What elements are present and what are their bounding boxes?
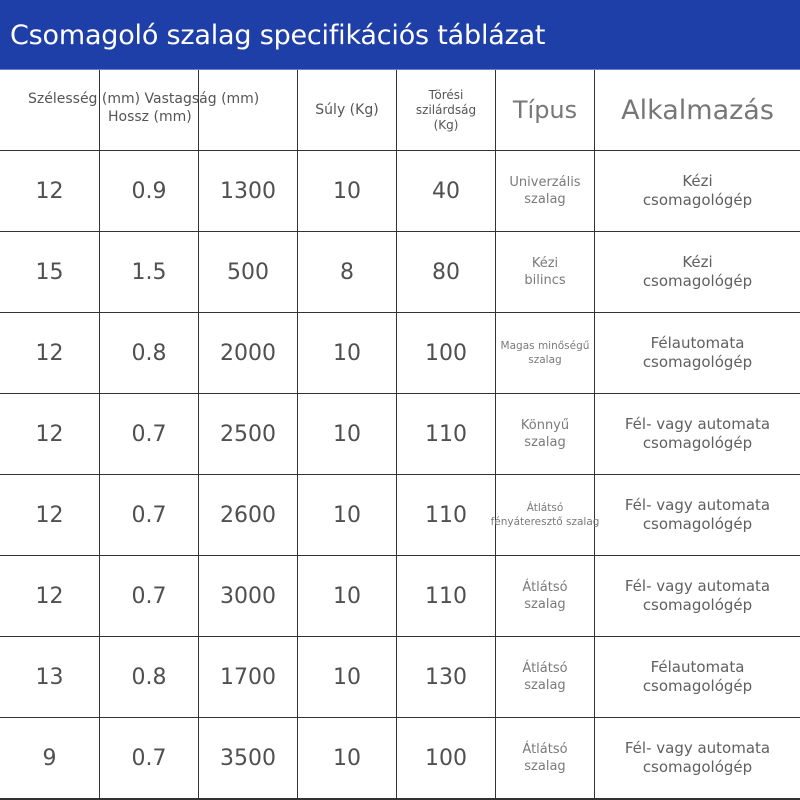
table-cell: [100, 394, 199, 475]
table-cell: [298, 151, 397, 232]
table-cell: [199, 637, 298, 718]
title-banner: [0, 0, 800, 70]
thickness-value: 1.5: [131, 259, 167, 285]
table-cell: [199, 556, 298, 637]
table-cell: [397, 475, 496, 556]
table-cell: [0, 475, 100, 556]
table-cell: [0, 394, 100, 475]
weight-value: 10: [333, 178, 361, 204]
length-value: 1300: [220, 178, 276, 204]
table-cell: [199, 475, 298, 556]
table-cell: [595, 394, 800, 475]
type-value: Könnyű szalag: [520, 418, 570, 450]
table-cell: [0, 718, 100, 799]
table-cell: [397, 394, 496, 475]
application-value: Fél- vagy automata csomagológép: [624, 577, 771, 614]
width-value: 12: [35, 421, 64, 447]
thickness-value: 0.8: [131, 664, 167, 690]
table-cell: [595, 232, 800, 313]
table-cell: [0, 556, 100, 637]
header-strength: [397, 70, 496, 151]
header-strength-label: Törési szilárdság (Kg): [415, 87, 477, 132]
application-value: Félautomata csomagológép: [642, 334, 753, 371]
application-value: Kézi csomagológép: [642, 253, 753, 290]
table-cell: [397, 556, 496, 637]
page-title: Csomagoló szalag specifikációs táblázat: [10, 20, 546, 51]
table-cell: [199, 151, 298, 232]
table-cell: [100, 637, 199, 718]
header-weight: [298, 70, 397, 151]
table-cell: [397, 313, 496, 394]
width-value: 15: [35, 259, 64, 285]
table-cell: [298, 556, 397, 637]
width-value: 12: [35, 583, 64, 609]
table-cell: [595, 151, 800, 232]
length-value: 2000: [220, 340, 276, 366]
table-cell: [298, 313, 397, 394]
length-value: 2500: [220, 421, 276, 447]
weight-value: 10: [333, 340, 361, 366]
table-cell: [595, 313, 800, 394]
length-value: 500: [227, 259, 269, 285]
table-cell: [100, 232, 199, 313]
table-cell: [100, 313, 199, 394]
weight-value: 10: [333, 502, 361, 528]
type-value: Átlátsó szalag: [522, 580, 568, 612]
table-cell: [199, 313, 298, 394]
strength-value: 80: [432, 259, 460, 285]
table-cell: [595, 556, 800, 637]
thickness-value: 0.7: [131, 421, 167, 447]
width-value: 9: [42, 745, 57, 771]
application-value: Kézi csomagológép: [642, 172, 753, 209]
application-value: Fél- vagy automata csomagológép: [624, 496, 771, 533]
table-cell: [397, 718, 496, 799]
table-cell: [199, 394, 298, 475]
type-value: Kézi bilincs: [524, 256, 566, 288]
strength-value: 110: [425, 502, 467, 528]
width-value: 12: [35, 502, 64, 528]
type-value: Univerzális szalag: [509, 175, 581, 207]
table-cell: [490, 475, 600, 556]
strength-value: 100: [425, 340, 467, 366]
width-value: 12: [35, 178, 64, 204]
width-value: 12: [35, 340, 64, 366]
table-cell: [298, 718, 397, 799]
header-dimensions-label: [28, 90, 259, 126]
table-cell: [496, 232, 595, 313]
table-cell: [496, 313, 595, 394]
table-cell: [199, 232, 298, 313]
length-value: 3500: [220, 745, 276, 771]
length-value: 1700: [220, 664, 276, 690]
type-value: Átlátsó fényáteresztő szalag: [490, 502, 600, 528]
type-value: Magas minőségű szalag: [500, 340, 590, 366]
table-cell: [496, 151, 595, 232]
header-weight-label: Súly (Kg): [315, 102, 379, 118]
length-value: 2600: [220, 502, 276, 528]
table-cell: [397, 232, 496, 313]
width-value: 13: [35, 664, 64, 690]
weight-value: 10: [333, 745, 361, 771]
table-cell: [298, 637, 397, 718]
header-dimensions-line2: Hossz (mm): [108, 109, 192, 125]
table-cell: [298, 232, 397, 313]
application-value: Félautomata csomagológép: [642, 658, 753, 695]
strength-value: 110: [425, 583, 467, 609]
thickness-value: 0.7: [131, 583, 167, 609]
table-cell: [397, 637, 496, 718]
table-cell: [397, 151, 496, 232]
type-value: Átlátsó szalag: [522, 742, 568, 774]
table-cell: [595, 718, 800, 799]
table-cell: [595, 475, 800, 556]
table-cell: [496, 637, 595, 718]
thickness-value: 0.9: [131, 178, 167, 204]
weight-value: 10: [333, 583, 361, 609]
table-cell: [199, 718, 298, 799]
table-cell: [298, 394, 397, 475]
spec-table: [0, 70, 800, 800]
weight-value: 10: [333, 664, 361, 690]
table-cell: [496, 556, 595, 637]
table-cell: [0, 232, 100, 313]
strength-value: 100: [425, 745, 467, 771]
header-application-label: Alkalmazás: [621, 94, 774, 126]
weight-value: 10: [333, 421, 361, 447]
strength-value: 130: [425, 664, 467, 690]
application-value: Fél- vagy automata csomagológép: [624, 739, 771, 776]
weight-value: 8: [340, 259, 354, 285]
table-cell: [100, 556, 199, 637]
table-cell: [496, 394, 595, 475]
table-cell: [0, 637, 100, 718]
table-cell: [100, 151, 199, 232]
table-cell: [0, 313, 100, 394]
table-cell: [100, 718, 199, 799]
type-value: Átlátsó szalag: [522, 661, 568, 693]
header-application: [595, 70, 800, 151]
header-type-label: Típus: [512, 96, 578, 124]
length-value: 3000: [220, 583, 276, 609]
header-dimensions-line1: Szélesség (mm) Vastagság (mm): [28, 91, 260, 107]
table-cell: [100, 475, 199, 556]
thickness-value: 0.8: [131, 340, 167, 366]
thickness-value: 0.7: [131, 745, 167, 771]
header-type: [496, 70, 595, 151]
strength-value: 110: [425, 421, 467, 447]
thickness-value: 0.7: [131, 502, 167, 528]
table-cell: [0, 151, 100, 232]
table-cell: [496, 718, 595, 799]
table-cell: [298, 475, 397, 556]
strength-value: 40: [432, 178, 460, 204]
application-value: Fél- vagy automata csomagológép: [624, 415, 771, 452]
table-cell: [595, 637, 800, 718]
